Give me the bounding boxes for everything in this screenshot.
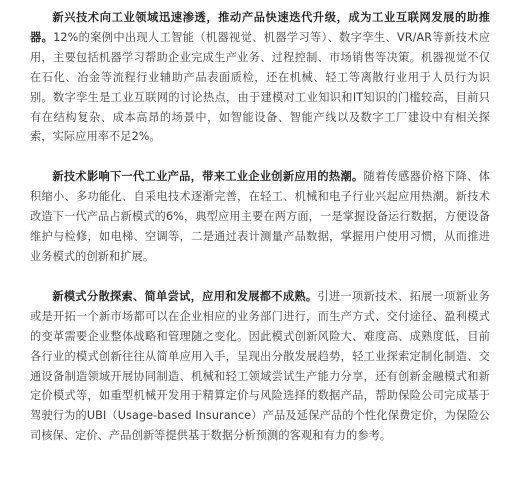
paragraph-next-gen-products xyxy=(30,167,490,267)
paragraph-emerging-tech xyxy=(30,8,490,147)
paragraph-lead: 新兴技术向工业领域迅速渗透，推动产品快速迭代升级，成为工业互联网发展的助推器。 xyxy=(30,11,490,44)
paragraph-lead: 新技术影响下一代工业产品，带来工业企业创新应用的热潮。 xyxy=(52,170,364,184)
paragraph-new-models xyxy=(30,287,490,446)
paragraph-body: 随着传感器价格下降、体积缩小、多功能化、自采电技术逐渐完善，在轻工、机械和电子行业兴起应用热潮。新技术改造下一代产品占新模式的6%，典型应用主要在两方面，一是掌握设备运行数据，方便设备维护与检修，如电梯、空调等，二是通过表计测量产品数据，掌握用户使用习惯，从而推进业务模式的创新和扩展。 xyxy=(30,170,490,263)
paragraph-lead: 新模式分散探索、简单尝试，应用和发展都不成熟。 xyxy=(52,289,318,303)
paragraph-body: 12%的案例中出现人工智能（机器视觉、机器学习等）、数字孪生、VR/AR等新技术应用，主要包括机器学习帮助企业完成生产业务、过程控制、市场销售等决策。机器视觉不仅在石化、冶金等流程行业辅助产品表面质检，还在机械、轻工等离散行业用于人员行为识别。数字孪生是工业互联网的讨论热点，由于建模对工业知识和IT知识的门槛较高，目前只有在结构复杂、成本高昂的场景中，如智能设备、智能产线以及数字工厂建设中有相关探索，实际应用率不足2%。 xyxy=(30,30,490,144)
paragraph-body: 引进一项新技术、拓展一项新业务或是开拓一个新市场都可以在企业相应的业务部门进行，而生产方式、交付途径、盈利模式的变革需要企业整体战略和管理随之变化。因此模式创新风险大、难度高、成熟度低，目前各行业的模式创新往往从简单应用入手，呈现出分散发展趋势，轻工业探索定制化制造、交通设备制造领域开展协同制造、机械和轻工领域尝试生产能力分享，还有创新金融模式和新定价模式等，如重型机械开发用于精算定价与风险选择的数据产品，帮助保险公司完成基于驾驶行为的UBI（Usage-based Insurance）产品及延保产品的个性化保费定价，为保险公司核保、定价、产品创新等提供基于数据分析预测的客观和有力的参考。 xyxy=(30,289,490,443)
